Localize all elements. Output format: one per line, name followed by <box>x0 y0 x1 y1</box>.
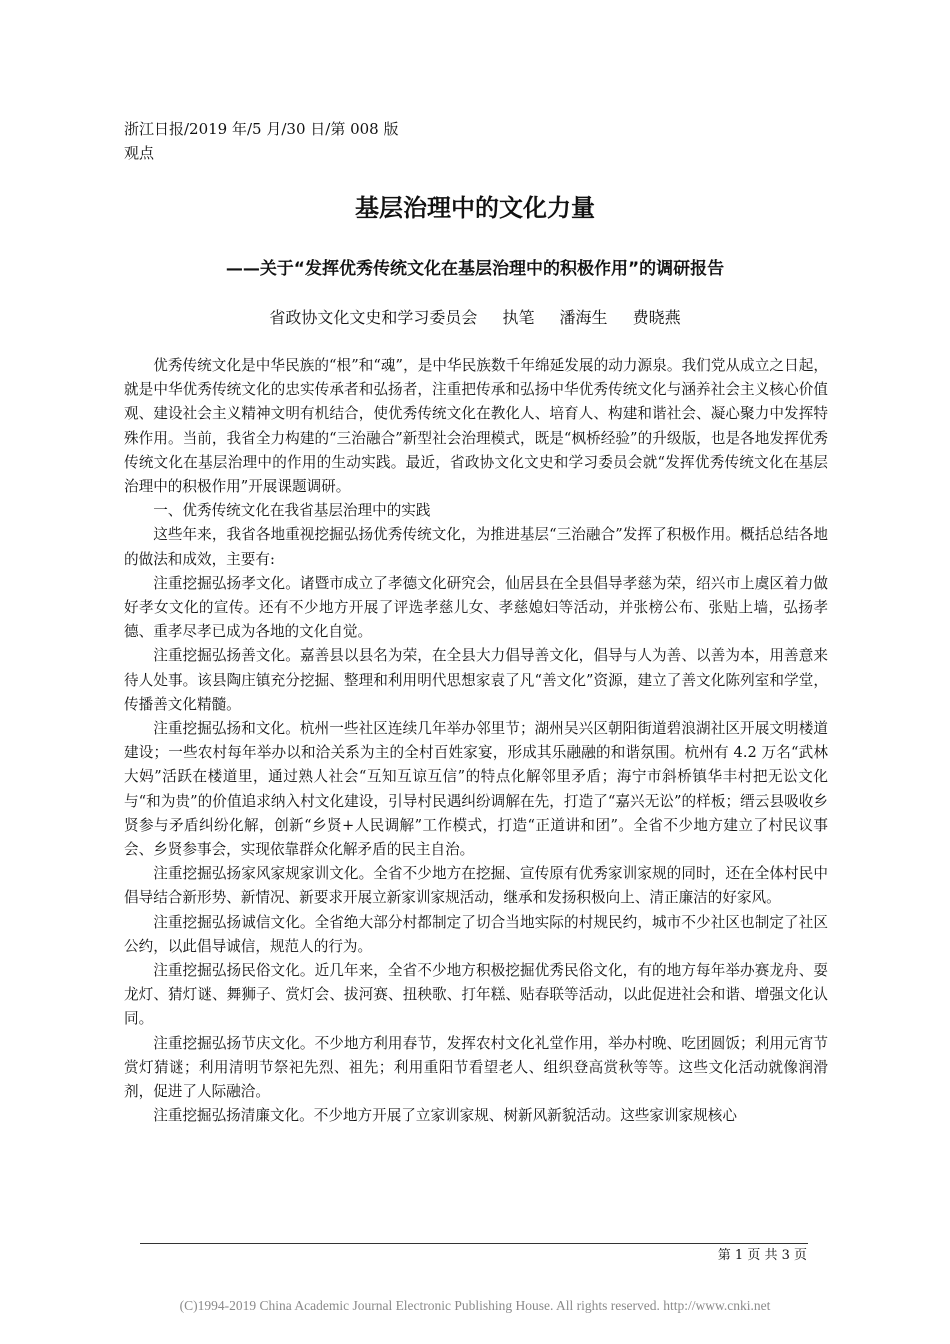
publication-source: 浙江日报/2019 年/5 月/30 日/第 008 版 <box>124 120 399 138</box>
paragraph: 注重挖掘弘扬孝文化。诸暨市成立了孝德文化研究会，仙居县在全县倡导孝慈为荣，绍兴市上虞区着力做好孝女文化的宣传。还有不少地方开展了评选孝慈儿女、孝慈媳妇等活动，并张榜公布、张贴上墙，弘扬孝德、重孝尽孝已成为各地的文化自觉。 <box>124 574 828 641</box>
article-subtitle: ——关于“发挥优秀传统文化在基层治理中的积极作用”的调研报告 <box>225 259 725 279</box>
paragraph: 注重挖掘弘扬清廉文化。不少地方开展了立家训家规、树新风新貌活动。这些家训家规核心 <box>153 1107 737 1125</box>
copyright-footer: (C)1994-2019 China Academic Journal Electronic Publishing House. All rights reserved. http://www.cnki.net <box>179 1298 771 1313</box>
author-role: 执笔 <box>502 308 535 327</box>
section-label: 观点 <box>124 144 155 162</box>
paragraph: 注重挖掘弘扬家风家规家训文化。全省不少地方在挖掘、宣传原有优秀家训家规的同时，还在全体村民中倡导结合新形势、新情况、新要求开展立新家训家规活动，继承和发扬积极向上、清正廉洁的好家风。 <box>124 865 828 907</box>
paragraph: 注重挖掘弘扬民俗文化。近几年来，全省不少地方积极挖掘优秀民俗文化，有的地方每年举办赛龙舟、耍龙灯、猜灯谜、舞狮子、赏灯会、拔河赛、扭秧歌、打年糕、贴春联等活动，以此促进社会和谐、增强文化认同。 <box>124 962 828 1028</box>
author-name-1: 潘海生 <box>559 308 608 327</box>
paragraph: 这些年来，我省各地重视挖掘弘扬优秀传统文化，为推进基层“三治融合”发挥了积极作用。概括总结各地的做法和成效，主要有: <box>124 526 828 568</box>
author-committee: 省政协文化文史和学习委员会 <box>269 308 478 327</box>
author-name-2: 费晓燕 <box>632 308 681 327</box>
article-body <box>124 354 828 1129</box>
paragraph: 注重挖掘弘扬诚信文化。全省绝大部分村都制定了切合当地实际的村规民约，城市不少社区也制定了社区公约，以此倡导诚信，规范人的行为。 <box>124 913 828 955</box>
article-title: 基层治理中的文化力量 <box>355 194 595 222</box>
paragraph: 注重挖掘弘扬善文化。嘉善县以县名为荣，在全县大力倡导善文化，倡导与人为善、以善为本，用善意来待人处事。该县陶庄镇充分挖掘、整理和利用明代思想家袁了凡“善文化”资源，建立了善文化陈列室和学堂，传播善文化精髓。 <box>124 647 828 713</box>
paragraph: 优秀传统文化是中华民族的“根”和“魂”，是中华民族数千年绵延发展的动力源泉。我们党从成立之日起，就是中华优秀传统文化的忠实传承者和弘扬者，注重把传承和弘扬中华优秀传统文化与涵养社会主义核心价值观、建设社会主义精神文明有机结合，使优秀传统文化在教化人、培育人、构建和谐社会、凝心聚力中发挥特殊作用。当前，我省全力构建的“三治融合”新型社会治理模式，既是“枫桥经验”的升级版，也是各地发挥优秀传统文化在基层治理中的作用的生动实践。最近，省政协文化文史和学习委员会就“发挥优秀传统文化在基层治理中的积极作用”开展课题调研。 <box>124 357 828 496</box>
paragraph: 注重挖掘弘扬节庆文化。不少地方利用春节，发挥农村文化礼堂作用，举办村晚、吃团圆饭；利用元宵节赏灯猜谜；利用清明节祭祀先烈、祖先；利用重阳节看望老人、组织登高赏秋等等。这些文化活动就像润滑剂，促进了人际融洽。 <box>124 1034 828 1101</box>
page-number: 第 1 页 共 3 页 <box>717 1248 807 1263</box>
footer-divider <box>140 1243 808 1244</box>
paragraph: 注重挖掘弘扬和文化。杭州一些社区连续几年举办邻里节；湖州吴兴区朝阳街道碧浪湖社区开展文明楼道建设；一些农村每年举办以和洽关系为主的全村百姓家宴，形成其乐融融的和谐氛围。杭州有 4.2 万名“武林大妈”活跃在楼道里，通过熟人社会“互知互谅互信”的特点化解邻里矛盾；海宁市斜桥镇华丰村把无讼文化与“和为贵”的价值追求纳入村文化建设，引导村民遇纠纷调解在先，打造了“嘉兴无讼”的样板；缙云县吸收乡贤参与矛盾纠纷化解，创新“乡贤+人民调解”工作模式，打造“正道讲和团”。全省不少地方建立了村民议事会、乡贤参事会，实现依靠群众化解矛盾的民主自治。 <box>124 720 828 859</box>
section-heading: 一、优秀传统文化在我省基层治理中的实践 <box>153 502 431 520</box>
author-line <box>0 306 950 330</box>
